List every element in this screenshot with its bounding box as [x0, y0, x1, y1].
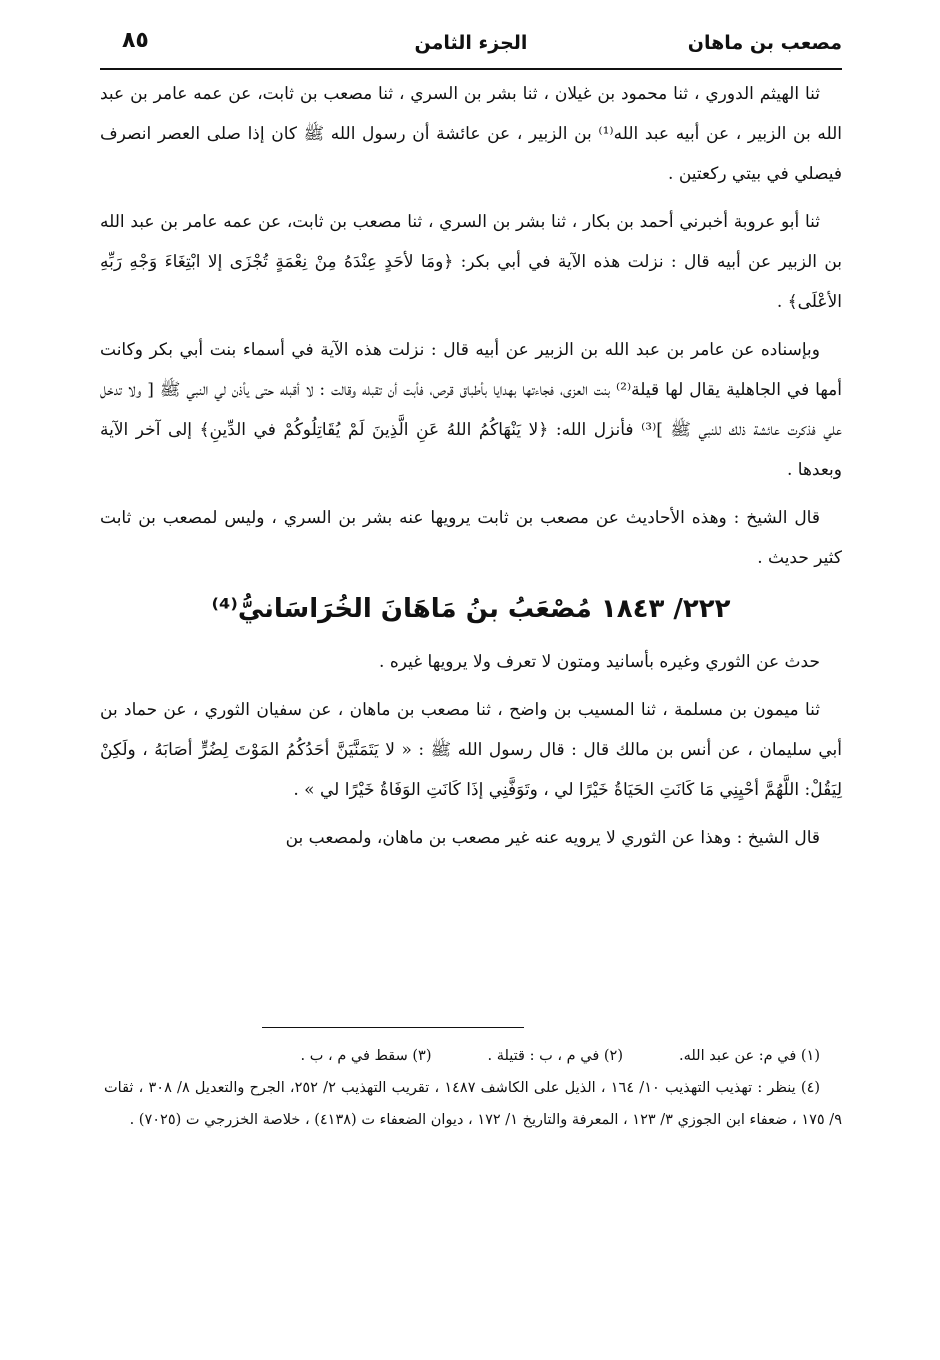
running-head-title: مصعب بن ماهان	[687, 32, 842, 54]
paragraph-4: قال الشيخ : وهذه الأحاديث عن مصعب بن ثابت يرويها عنه بشر بن السري ، وليس لمصعب بن ثابت كثير حديث .	[100, 508, 842, 568]
paragraph-6: ثنا ميمون بن مسلمة ، ثنا المسيب بن واضح ، ثنا مصعب بن ماهان ، عن سفيان الثوري ، عن حماد بن أبي سليمان ، عن أنس بن مالك قال : قال رسول الله ﷺ : « لا يَتَمَنَّيَنَّ أحَدُكُمُ المَوْتَ لِضُرٍّ أصَابَهُ ، ولَكِنْ لِيَقُلْ: اللَّهُمَّ أحْيِنِي مَا كَانَتِ الحَيَاةُ خَيْرًا لي ، وتَوَفَّنِي إذَا كَانَتِ الوَفَاةُ خَيْرًا لي » .	[100, 700, 842, 800]
footnote-4: (٤) ينظر : تهذيب التهذيب ١٠/ ١٦٤ ، الذيل على الكاشف ١٤٨٧ ، تقريب التهذيب ٢/ ٢٥٢، الجرح والتعديل ٨/ ٣٠٨ ، ثقات ٩/ ١٧٥ ، ضعفاء ابن الجوزي ٣/ ١٢٣ ، المعرفة والتاريخ ١/ ١٧٢ ، ديوان الضعفاء ت (٤١٣٨) ، خلاصة الخزرجي ت (٧٠٢٥) .	[104, 1080, 842, 1128]
paragraph-1: ثنا الهيثم الدوري ، ثنا محمود بن غيلان ، ثنا بشر بن السري ، ثنا مصعب بن ثابت، عن عمه عامر بن عبد الله بن الزبير ، عن أبيه عبد الله⁽¹⁾ بن الزبير ، عن عائشة أن رسول الله ﷺ كان إذا صلى العصر انصرف فيصلي في بيتي ركعتين .	[100, 84, 842, 184]
paragraph-7: قال الشيخ : وهذا عن الثوري لا يرويه عنه غير مصعب بن ماهان، ولمصعب بن	[285, 828, 820, 848]
page-number: ٨٥	[122, 28, 149, 53]
paragraph-2: ثنا أبو عروبة أخبرني أحمد بن بكار ، ثنا بشر بن السري ، ثنا مصعب بن ثابت، عن عمه عامر بن عبد الله بن الزبير عن أبيه قال : نزلت هذه الآية في أبي بكر: ﴿ومَا لأحَدٍ عِنْدَهُ مِنْ نِعْمَةٍ تُجْزَى إلا ابْتِغَاءَ وَجْهِ رَبِّهِ الأعْلَى﴾ .	[100, 212, 842, 312]
page	[100, 26, 842, 858]
footnotes-line-1	[104, 1040, 842, 1072]
footnote-3: (٣) سقط في م ، ب .	[300, 1048, 432, 1064]
running-head-volume: الجزء الثامن	[414, 32, 528, 54]
entry-title: ٢٢٢/ ١٨٤٣ مُصْعَبُ بنُ مَاهَانَ الخُرَاسَانيُّ⁽⁴⁾	[211, 594, 731, 624]
running-head	[100, 26, 842, 74]
header-rule	[100, 68, 842, 70]
main-text	[100, 74, 842, 858]
footnotes	[104, 1040, 842, 1136]
paragraph-3: وبإسناده عن عامر بن عبد الله بن الزبير عن أبيه قال : نزلت هذه الآية في أسماء بنت أبي بكر وكانت أمها في الجاهلية يقال لها قيلة⁽²⁾ بنت العزى، فجاءتها بهدايا بأطباق قرص، فأبت أن تقبله وقالت : لا أقبله حتى يأذن لي النبي ﷺ [ ولا تدخل علي فذكرت عائشة ذلك للنبي ﷺ ]⁽³⁾ فأنزل الله: ﴿لا يَنْهَاكُمُ اللهُ عَنِ الَّذِينَ لَمْ يُقَاتِلُوكُمْ في الدِّينِ﴾ إلى آخر الآية وبعدها .	[100, 340, 842, 480]
footnote-2: (٢) في م ، ب : قتيلة .	[487, 1048, 623, 1064]
footnote-rule	[262, 1027, 524, 1028]
footnote-1: (١) في م: عن عبد الله.	[678, 1048, 820, 1064]
paragraph-5: حدث عن الثوري وغيره بأسانيد ومتون لا تعرف ولا يرويها غيره .	[379, 652, 820, 672]
